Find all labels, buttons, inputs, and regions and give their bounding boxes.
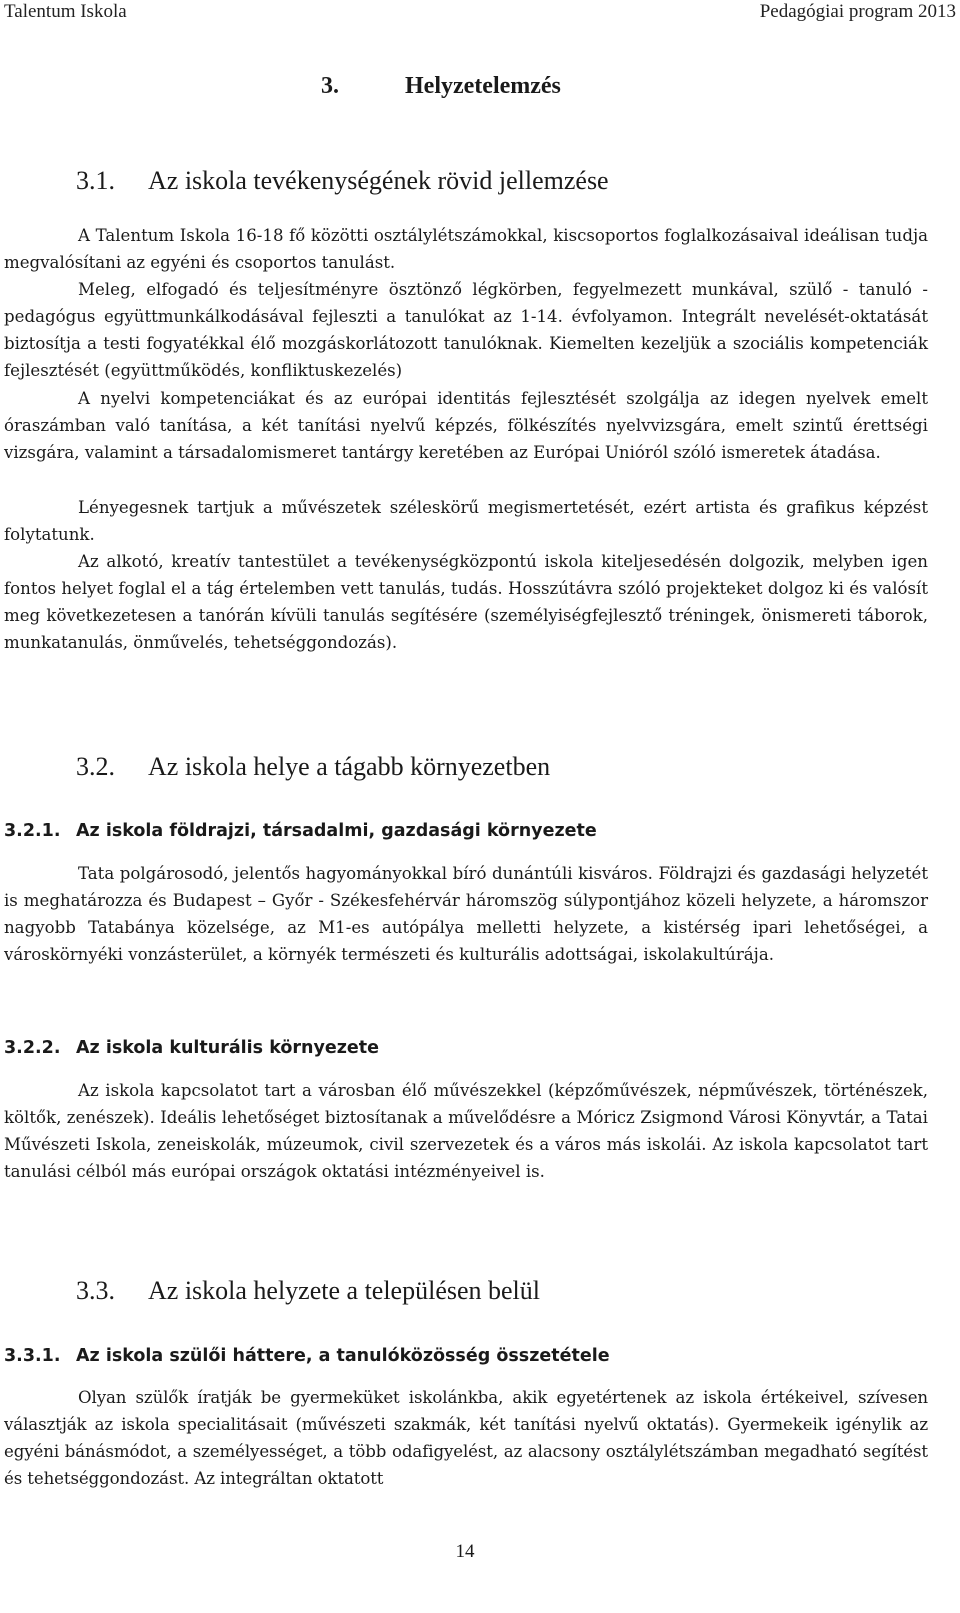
section-3-3-heading — [76, 1276, 540, 1306]
section-3-2-2-number: 3.2.2. — [4, 1038, 61, 1058]
paragraph-3-1-c: A nyelvi kompetenciákat és az európai identitás fejlesztését szolgálja az idegen nyelvek emelt óraszámban való tanítása, a két tanítási nyelvű képzés, fölkészítés nyelvvizsgára, emelt szintű érettségi vizsgára, valamint a társadalomismeret tantárgy keretében az Európai Unióról szóló ismeretek átadása. — [4, 389, 928, 463]
section-3-2-1-heading — [4, 819, 597, 843]
section-3-2-number: 3.2. — [76, 752, 115, 781]
section-3-1-number: 3.1. — [76, 166, 115, 195]
section-3-3-1-title: Az iskola szülői háttere, a tanulóközösség összetétele — [76, 1346, 610, 1366]
section-3-1-heading — [76, 166, 609, 196]
section-3-3-number: 3.3. — [76, 1276, 115, 1305]
paragraph-3-2-2: Az iskola kapcsolatot tart a városban élő művészekkel (képzőművészek, népművészek, történészek, költők, zenészek). Ideális lehetőséget biztosítanak a művelődésre a Móricz Zsigmond Városi Könyvtár, a Tatai Művészeti Iskola, zeneiskolák, múzeumok, civil szervezetek és a város más iskolái. Az iskola kapcsolatot tart tanulási célból más európai országok oktatási intézményeivel is. — [4, 1081, 928, 1182]
section-3-2-1-number: 3.2.1. — [4, 821, 61, 841]
section-3-3-1-number: 3.3.1. — [4, 1346, 61, 1366]
paragraph-3-1-a: A Talentum Iskola 16-18 fő közötti osztálylétszámokkal, kiscsoportos foglalkozásaival ideálisan tudja megvalósítani az egyéni és csoportos tanulást. — [4, 226, 928, 273]
section-3-2-2-title: Az iskola kulturális környezete — [76, 1038, 380, 1058]
paragraph-3-1-d: Lényegesnek tartjuk a művészetek széleskörű megismertetését, ezért artista és grafikus képzést folytatunk. — [4, 498, 928, 545]
section-3-number: 3. — [321, 73, 339, 99]
paragraph-3-1-e: Az alkotó, kreatív tantestület a tevékenységközpontú iskola kiteljesedésén dolgozik, melyben igen fontos helyet foglal el a tág értelemben vett tanulás, tudás. Hosszútávra szóló projekteket dolgoz ki és valósít meg következetesen a tanórán kívüli tanulás segítésére (személyiségfejlesztő tréningek, önismereti táborok, munkatanulás, önművelés, tehetséggondozás). — [4, 552, 928, 653]
header-school-name: Talentum Iskola — [4, 1, 127, 22]
section-3-2-2-heading — [4, 1036, 379, 1060]
paragraph-3-3-1: Olyan szülők íratják be gyermeküket iskolánkba, akik egyetértenek az iskola értékeivel, szívesen választják az iskola specialitásait (művészeti szakmák, két tanítási nyelvű oktatás). Gyermekeik igénylik az egyéni bánásmódot, a személyességet, a több odafigyelést, az alacsony osztálylétszámban megadható segítést és tehetséggondozást. Az integráltan oktatott — [4, 1388, 928, 1489]
section-3-title: Helyzetelemzés — [405, 73, 561, 99]
paragraph-3-1-b: Meleg, elfogadó és teljesítményre ösztönző légkörben, fegyelmezett munkával, szülő - tanuló - pedagógus együttmunkálkodásával fejleszti a tanulókat az 1-14. évfolyamon. Integrált nevelését-oktatását biztosítja a testi fogyatékkal élő mozgáskorlátozott tanulóknak. Kiemelten kezeljük a szociális kompetenciák fejlesztését (együttműködés, konfliktuskezelés) — [4, 280, 928, 381]
paragraph-3-2-1: Tata polgárosodó, jelentős hagyományokkal bíró dunántúli kisváros. Földrajzi és gazdasági helyzetét is meghatározza és Budapest – Győr - Székesfehérvár háromszög súlypontjához közeli helyzete, a háromszor nagyobb Tatabánya közelsége, az M1-es autópálya melletti helyzete, a kistérség ipari lehetőségei, a városkörnyéki vonzásterület, a környék természeti és kulturális adottságai, iskolakultúrája. — [4, 864, 928, 965]
section-3-2-1-title: Az iskola földrajzi, társadalmi, gazdasági környezete — [76, 821, 597, 841]
header-document-title: Pedagógiai program 2013 — [759, 1, 956, 22]
section-3-2-title: Az iskola helye a tágabb környezetben — [148, 752, 551, 781]
section-3-2-heading — [76, 752, 550, 782]
section-3-1-title: Az iskola tevékenységének rövid jellemzése — [148, 166, 609, 195]
section-3-3-1-heading — [4, 1344, 610, 1368]
section-3-3-title: Az iskola helyzete a településen belül — [148, 1276, 541, 1305]
section-3-heading — [321, 72, 561, 100]
page-number: 14 — [455, 1541, 475, 1562]
